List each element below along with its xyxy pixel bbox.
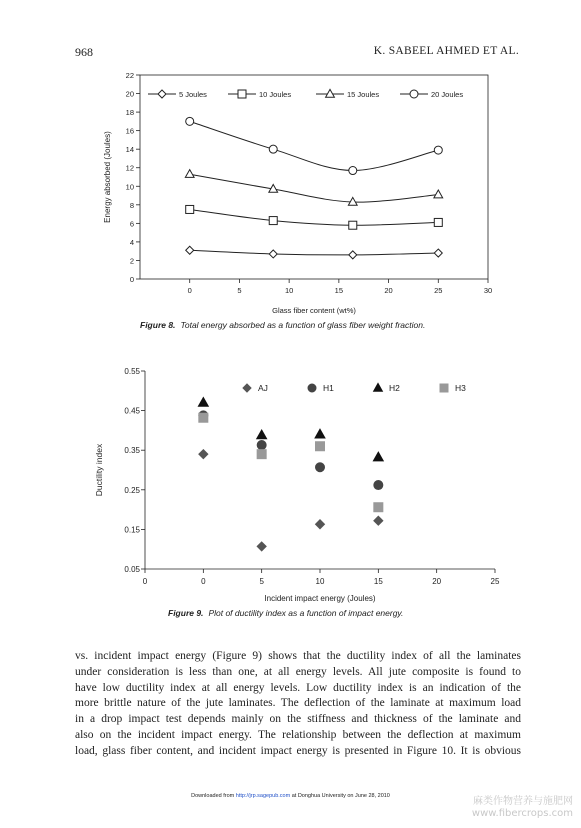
x-axis-label: Incident impact energy (Joules) [264,594,376,603]
data-point [186,205,194,213]
data-point [316,463,325,472]
series-line [190,174,439,202]
x-tick-label: 15 [334,286,344,295]
y-tick-label: 6 [129,219,134,229]
figure-8-caption [140,320,425,330]
data-point [434,249,442,257]
x-tick-label: 0 [187,286,192,295]
x-tick-label: 5 [237,286,242,295]
y-tick-label: 8 [129,200,134,210]
y-tick-label: 12 [125,163,134,173]
legend-marker [374,383,383,391]
y-tick-label: 16 [125,126,134,136]
x-tick-label: 20 [432,577,442,586]
data-point [349,167,357,175]
figure-8-caption-label: Figure 8. [140,320,176,330]
y-tick-label: 18 [125,108,134,118]
y-tick-label: 0.45 [124,406,140,416]
data-point [349,251,357,259]
series-line [190,209,439,225]
figure-9-caption-label: Figure 9. [168,608,204,618]
data-point [349,221,357,229]
data-point [199,413,208,422]
legend-label: 20 Joules [431,90,464,99]
legend-marker [326,89,335,97]
y-axis-label: Ductility index [94,443,104,497]
y-tick-label: 4 [129,237,134,247]
body-paragraph [75,649,521,760]
x-tick-label: 25 [434,286,443,295]
data-point [257,430,267,439]
watermark-line: 麻类作物营养与施肥网 [473,796,573,807]
page-number: 968 [75,45,93,59]
figure-8-caption-text: Total energy absorbed as a function of glass fiber weight fraction. [180,320,426,330]
figure-9-caption [168,608,403,618]
legend-label: 15 Joules [347,90,380,99]
data-point [269,217,277,225]
legend-marker [238,90,246,98]
body-line: in a drop impact test depends mainly on the stiffness and thickness of the laminate and [75,713,521,726]
watermark-line: www.fibercrops.com [471,808,573,819]
y-tick-label: 0 [129,275,134,284]
y-tick-label: 10 [125,182,134,192]
legend-marker [243,384,251,392]
x-tick-label: 5 [259,577,264,586]
data-point [185,170,194,178]
x-tick-label: 10 [284,286,294,295]
x-tick-label: 20 [384,286,393,295]
data-point [374,516,383,525]
figure-8-chart [0,62,581,322]
data-point [434,146,442,154]
watermark-logo [472,796,573,820]
x-tick-label: 0 [142,577,148,586]
footer-suffix: at Donghua University on June 28, 2010 [291,793,390,799]
figure-9-caption-text: Plot of ductility index as a function of impact energy. [208,608,404,618]
x-axis-label: Glass fiber content (wt%) [272,306,356,315]
data-point [269,250,277,258]
y-tick-label: 2 [129,256,134,266]
y-tick-label: 0.35 [124,446,140,456]
body-line: more brittle nature of the jute laminates. The deflection of the laminate at maximum load [75,697,521,710]
y-tick-label: 0.25 [124,485,140,495]
footer-link[interactable]: http://jrp.sagepub.com [235,793,291,799]
legend-marker [440,384,448,392]
body-line: vs. incident impact energy (Figure 9) shows that the ductility index of all the laminates [75,650,521,662]
legend-label: 10 Joules [259,90,292,99]
y-tick-label: 0.55 [124,367,140,376]
body-line: have low ductility index at all energy levels. Low ductility index is an indication of the [75,681,521,694]
legend-label: H3 [455,383,466,393]
x-tick-label: 25 [490,577,500,586]
x-tick-label: 30 [483,286,493,295]
data-point [198,398,208,407]
x-tick-label: 10 [315,577,325,586]
body-line: under consideration is less than one, at all energy levels. All jute composite is found to [75,665,521,678]
legend-marker [410,90,418,98]
legend-label: AJ [258,383,268,393]
y-tick-label: 14 [125,145,134,155]
data-point [434,190,443,198]
data-point [186,246,194,254]
data-point [199,450,208,459]
data-point [434,218,442,226]
running-header: K. SABEEL AHMED ET AL. [373,45,519,57]
data-point [186,117,194,125]
legend-marker [158,90,166,98]
y-tick-label: 0.05 [124,565,140,574]
series-line [190,250,439,255]
data-point [257,542,266,551]
series-line [190,121,439,170]
data-point [257,450,266,459]
data-point [316,520,325,529]
y-tick-label: 0.15 [124,525,140,535]
body-line: load, glass fiber content, and incident impact energy is presented in Figure 10. It is obvious [75,744,521,757]
legend-label: H2 [389,383,400,393]
x-tick-label: 15 [373,577,383,586]
legend-label: H1 [323,383,334,393]
y-tick-label: 20 [125,89,134,99]
footer-prefix: Downloaded from [191,793,235,799]
x-tick-label: 0 [201,577,206,586]
y-axis-label: Energy absorbed (Joules) [103,131,112,223]
figure-9-chart [0,360,581,605]
data-point [374,481,383,490]
y-tick-label: 22 [125,71,134,80]
data-point [348,197,357,205]
data-point [373,452,383,461]
body-line: also on the incident impact energy. The relationship between the deflection at maximum [75,728,521,741]
data-point [315,429,325,438]
legend-marker [308,384,316,392]
data-point [257,441,266,450]
data-point [374,503,383,512]
legend-label: 5 Joules [179,90,207,99]
data-point [316,442,325,451]
data-point [269,145,277,153]
